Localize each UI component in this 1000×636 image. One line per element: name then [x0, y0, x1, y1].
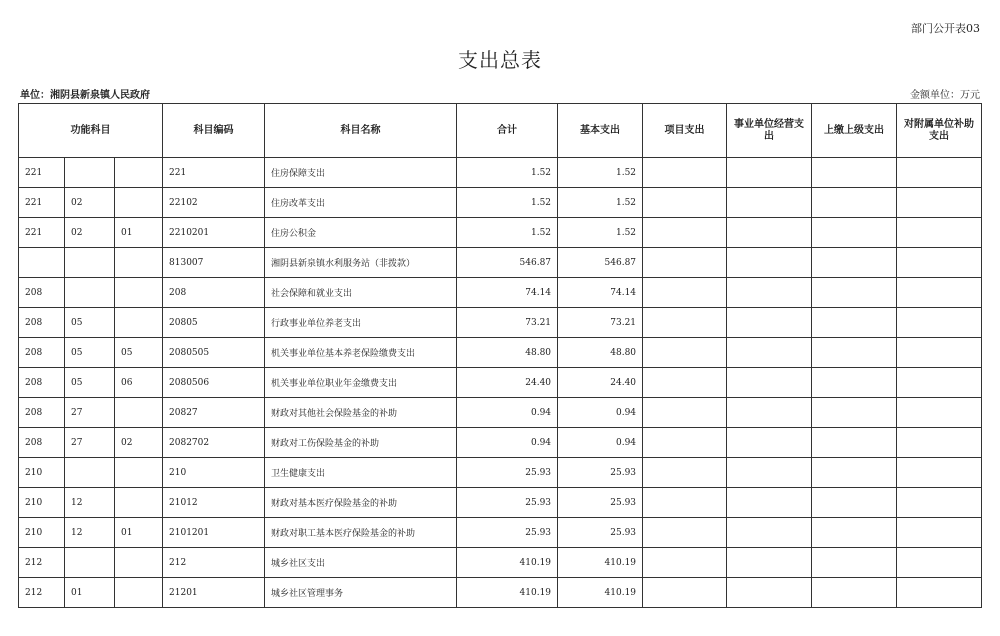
cell-project	[643, 428, 727, 458]
cell-func-item	[115, 278, 163, 308]
table-row	[19, 158, 982, 188]
cell-total: 0.94	[457, 398, 558, 428]
cell-project	[643, 548, 727, 578]
cell-func-class: 212	[19, 548, 65, 578]
cell-business	[727, 548, 812, 578]
cell-total: 48.80	[457, 338, 558, 368]
cell-subject-name: 住房改革支出	[265, 188, 457, 218]
cell-business	[727, 188, 812, 218]
cell-func-class: 221	[19, 158, 65, 188]
cell-func-section	[65, 548, 115, 578]
cell-upper	[812, 428, 897, 458]
cell-subject-code: 20827	[163, 398, 265, 428]
cell-subsidy	[897, 398, 982, 428]
cell-func-section	[65, 278, 115, 308]
cell-func-item: 02	[115, 428, 163, 458]
cell-basic: 410.19	[558, 548, 643, 578]
cell-project	[643, 338, 727, 368]
cell-basic: 0.94	[558, 428, 643, 458]
table-row	[19, 458, 982, 488]
cell-project	[643, 458, 727, 488]
cell-project	[643, 158, 727, 188]
cell-upper	[812, 368, 897, 398]
cell-func-section	[65, 158, 115, 188]
cell-func-section: 27	[65, 398, 115, 428]
cell-subject-name: 财政对工伤保险基金的补助	[265, 428, 457, 458]
amount-unit-label: 金额单位：万元	[910, 90, 980, 101]
cell-business	[727, 428, 812, 458]
cell-subject-code: 210	[163, 458, 265, 488]
header-func-subject: 功能科目	[19, 104, 163, 158]
table-row	[19, 548, 982, 578]
cell-func-section: 02	[65, 218, 115, 248]
table-row	[19, 338, 982, 368]
cell-basic: 410.19	[558, 578, 643, 608]
cell-subject-code: 22102	[163, 188, 265, 218]
cell-func-section: 01	[65, 578, 115, 608]
cell-project	[643, 578, 727, 608]
cell-func-item	[115, 308, 163, 338]
cell-func-item: 01	[115, 518, 163, 548]
cell-business	[727, 308, 812, 338]
cell-total: 25.93	[457, 488, 558, 518]
cell-basic: 74.14	[558, 278, 643, 308]
cell-basic: 0.94	[558, 398, 643, 428]
cell-total: 1.52	[457, 218, 558, 248]
expenditure-table	[18, 103, 982, 608]
cell-basic: 546.87	[558, 248, 643, 278]
cell-basic: 25.93	[558, 518, 643, 548]
cell-project	[643, 398, 727, 428]
cell-subject-name: 机关事业单位基本养老保险缴费支出	[265, 338, 457, 368]
cell-project	[643, 278, 727, 308]
cell-total: 74.14	[457, 278, 558, 308]
cell-func-section: 12	[65, 488, 115, 518]
cell-func-section	[65, 458, 115, 488]
cell-business	[727, 518, 812, 548]
cell-func-item	[115, 548, 163, 578]
cell-upper	[812, 458, 897, 488]
cell-func-class: 221	[19, 218, 65, 248]
cell-func-item: 01	[115, 218, 163, 248]
cell-subsidy	[897, 488, 982, 518]
cell-upper	[812, 518, 897, 548]
cell-basic: 1.52	[558, 188, 643, 218]
cell-subject-name: 机关事业单位职业年金缴费支出	[265, 368, 457, 398]
cell-func-item	[115, 398, 163, 428]
cell-func-item	[115, 158, 163, 188]
cell-subject-code: 212	[163, 548, 265, 578]
cell-subject-code: 2210201	[163, 218, 265, 248]
cell-upper	[812, 548, 897, 578]
cell-subject-code: 2080505	[163, 338, 265, 368]
cell-business	[727, 578, 812, 608]
cell-business	[727, 218, 812, 248]
header-subsidy: 对附属单位补助支出	[897, 104, 982, 158]
table-row	[19, 428, 982, 458]
cell-subsidy	[897, 218, 982, 248]
cell-total: 73.21	[457, 308, 558, 338]
cell-subsidy	[897, 368, 982, 398]
cell-func-class: 208	[19, 308, 65, 338]
cell-subject-name: 城乡社区管理事务	[265, 578, 457, 608]
cell-func-item	[115, 248, 163, 278]
cell-func-section: 05	[65, 368, 115, 398]
cell-subject-code: 221	[163, 158, 265, 188]
cell-subsidy	[897, 578, 982, 608]
cell-func-class: 208	[19, 278, 65, 308]
cell-subsidy	[897, 188, 982, 218]
cell-subject-name: 住房公积金	[265, 218, 457, 248]
cell-func-class: 221	[19, 188, 65, 218]
cell-total: 25.93	[457, 458, 558, 488]
cell-func-class: 208	[19, 338, 65, 368]
cell-func-section	[65, 248, 115, 278]
header-basic: 基本支出	[558, 104, 643, 158]
header-subject-name: 科目名称	[265, 104, 457, 158]
cell-basic: 25.93	[558, 458, 643, 488]
cell-total: 1.52	[457, 188, 558, 218]
table-row	[19, 398, 982, 428]
cell-subject-code: 208	[163, 278, 265, 308]
cell-subject-name: 财政对职工基本医疗保险基金的补助	[265, 518, 457, 548]
cell-project	[643, 248, 727, 278]
cell-project	[643, 218, 727, 248]
cell-upper	[812, 398, 897, 428]
cell-basic: 24.40	[558, 368, 643, 398]
cell-subject-code: 2101201	[163, 518, 265, 548]
cell-upper	[812, 188, 897, 218]
cell-project	[643, 368, 727, 398]
header-business: 事业单位经营支出	[727, 104, 812, 158]
cell-subject-name: 湘阴县新泉镇水利服务站（非拨款）	[265, 248, 457, 278]
cell-project	[643, 308, 727, 338]
cell-subject-code: 813007	[163, 248, 265, 278]
cell-func-item	[115, 488, 163, 518]
table-row	[19, 518, 982, 548]
cell-func-item: 06	[115, 368, 163, 398]
cell-basic: 25.93	[558, 488, 643, 518]
cell-business	[727, 158, 812, 188]
cell-func-section: 27	[65, 428, 115, 458]
table-row	[19, 248, 982, 278]
cell-subject-name: 财政对其他社会保险基金的补助	[265, 398, 457, 428]
cell-subject-code: 2082702	[163, 428, 265, 458]
cell-func-class: 208	[19, 398, 65, 428]
page-title: 支出总表	[458, 48, 542, 72]
cell-func-class: 210	[19, 518, 65, 548]
cell-business	[727, 368, 812, 398]
cell-basic: 1.52	[558, 158, 643, 188]
cell-subject-code: 2080506	[163, 368, 265, 398]
cell-subject-code: 21012	[163, 488, 265, 518]
cell-subsidy	[897, 338, 982, 368]
cell-upper	[812, 248, 897, 278]
table-row	[19, 578, 982, 608]
cell-business	[727, 398, 812, 428]
cell-upper	[812, 578, 897, 608]
cell-func-item	[115, 578, 163, 608]
form-number: 部门公开表03	[911, 22, 980, 35]
cell-project	[643, 188, 727, 218]
cell-project	[643, 488, 727, 518]
cell-func-section: 02	[65, 188, 115, 218]
cell-func-class	[19, 248, 65, 278]
cell-func-section: 05	[65, 338, 115, 368]
cell-upper	[812, 308, 897, 338]
cell-func-class: 210	[19, 458, 65, 488]
cell-subsidy	[897, 518, 982, 548]
cell-upper	[812, 338, 897, 368]
table-row	[19, 368, 982, 398]
cell-total: 25.93	[457, 518, 558, 548]
cell-func-item	[115, 458, 163, 488]
cell-subject-code: 21201	[163, 578, 265, 608]
cell-subject-name: 住房保障支出	[265, 158, 457, 188]
cell-upper	[812, 158, 897, 188]
cell-upper	[812, 488, 897, 518]
cell-subsidy	[897, 428, 982, 458]
cell-func-class: 208	[19, 428, 65, 458]
cell-subsidy	[897, 278, 982, 308]
cell-subject-name: 财政对基本医疗保险基金的补助	[265, 488, 457, 518]
cell-subject-code: 20805	[163, 308, 265, 338]
cell-basic: 1.52	[558, 218, 643, 248]
header-upper: 上缴上级支出	[812, 104, 897, 158]
cell-func-class: 212	[19, 578, 65, 608]
cell-total: 24.40	[457, 368, 558, 398]
table-row	[19, 308, 982, 338]
table-row	[19, 188, 982, 218]
header-total: 合计	[457, 104, 558, 158]
cell-upper	[812, 218, 897, 248]
cell-subsidy	[897, 308, 982, 338]
table-row	[19, 278, 982, 308]
cell-total: 546.87	[457, 248, 558, 278]
cell-subject-name: 行政事业单位养老支出	[265, 308, 457, 338]
unit-label: 单位：湘阴县新泉镇人民政府	[20, 90, 150, 101]
cell-subsidy	[897, 548, 982, 578]
cell-project	[643, 518, 727, 548]
cell-subsidy	[897, 158, 982, 188]
cell-total: 410.19	[457, 578, 558, 608]
cell-subject-name: 社会保障和就业支出	[265, 278, 457, 308]
cell-business	[727, 488, 812, 518]
cell-business	[727, 278, 812, 308]
cell-func-section: 05	[65, 308, 115, 338]
cell-business	[727, 338, 812, 368]
cell-func-class: 208	[19, 368, 65, 398]
cell-total: 410.19	[457, 548, 558, 578]
cell-total: 0.94	[457, 428, 558, 458]
cell-subject-name: 卫生健康支出	[265, 458, 457, 488]
cell-func-item	[115, 188, 163, 218]
cell-business	[727, 248, 812, 278]
cell-func-class: 210	[19, 488, 65, 518]
cell-total: 1.52	[457, 158, 558, 188]
cell-func-item: 05	[115, 338, 163, 368]
table-row	[19, 488, 982, 518]
cell-subject-name: 城乡社区支出	[265, 548, 457, 578]
cell-func-section: 12	[65, 518, 115, 548]
cell-subsidy	[897, 248, 982, 278]
table-header-row	[19, 104, 982, 158]
table-row	[19, 218, 982, 248]
cell-subsidy	[897, 458, 982, 488]
cell-business	[727, 458, 812, 488]
header-project: 项目支出	[643, 104, 727, 158]
header-subject-code: 科目编码	[163, 104, 265, 158]
cell-basic: 48.80	[558, 338, 643, 368]
cell-upper	[812, 278, 897, 308]
cell-basic: 73.21	[558, 308, 643, 338]
